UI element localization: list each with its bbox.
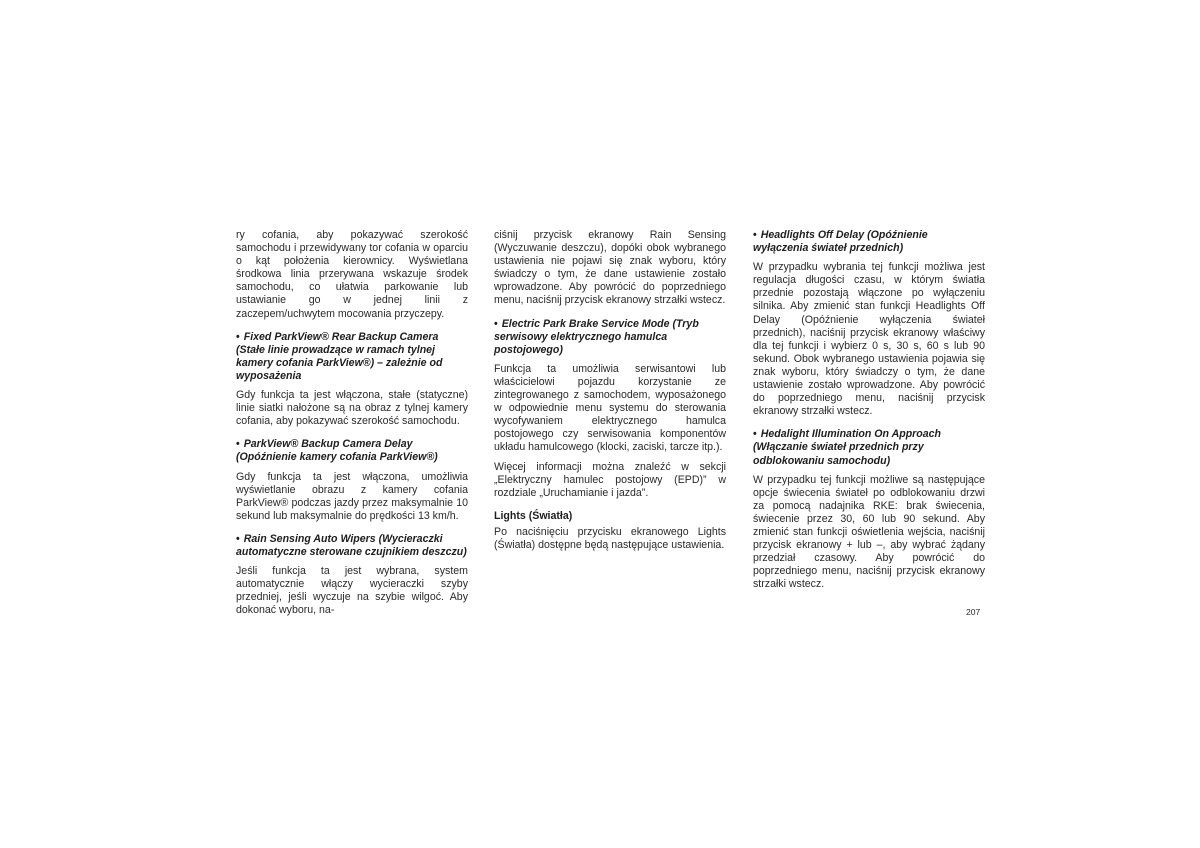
paragraph: Jeśli funkcja ta jest wybrana, system automatycznie włączy wycieraczki szyby przedniej, jeśli wyczuje na szybie wilgoć. Aby dokonać wyboru, na- [236,565,468,617]
section-heading [494,318,726,357]
paragraph: W przypadku tej funkcji możliwe są następujące opcje świecenia świateł po odblokowaniu drzwi za pomocą nadajnika RKE: brak świecenia, świecenie przez 30, 60 lub 90 sekund. Aby zmienić stan funkcji oświetlenia wejścia, naciśnij przycisk ekranowy + lub –, aby wybrać żądany przedział czasowy. Aby powrócić do poprzedniego menu, naciśnij przycisk ekranowy strzałki wstecz. [753,473,985,591]
paragraph: ciśnij przycisk ekranowy Rain Sensing (Wyczuwanie deszczu), dopóki obok wybranego ustawienia nie pojawi się znak wyboru, który świadczy o tym, że dane ustawienie zostało wprowadzone. Aby powrócić do poprzedniego menu, naciśnij przycisk ekranowy strzałki wstecz. [494,229,726,307]
paragraph: Gdy funkcja ta jest włączona, stałe (statyczne) linie siatki nałożone są na obraz z tylnej kamery cofania, aby pokazywać szerokość samochodu. [236,389,468,428]
paragraph: Więcej informacji można znaleźć w sekcji „Elektryczny hamulec postojowy (EPD)” w rozdziale „Uruchamianie i jazda”. [494,460,726,499]
section-heading [236,331,468,383]
paragraph: W przypadku wybrania tej funkcji możliwa jest regulacja długości czasu, w którym światła przednie pozostają włączone po wyłączeniu silnika. Aby zmienić stan funkcji Headlights Off Delay (Opóźnienie wyłączenia świateł przednich), naciśnij przycisk ekranowy właściwy dla tej funkcji i wybierz 0 s, 30 s, 60 s lub 90 sekund. Obok wybranego ustawienia pojawia się znak wyboru, który świadczy o tym, że dane ustawienie zostało wprowadzone. Aby powrócić do poprzedniego menu, naciśnij przycisk ekranowy strzałki wstecz. [753,261,985,418]
paragraph: Gdy funkcja ta jest włączona, umożliwia wyświetlanie obrazu z kamery cofania ParkView® podczas jazdy przez maksymalnie 10 sekund lub maksymalnie do prędkości 13 km/h. [236,470,468,522]
heading-text: ParkView® Backup Camera Delay (Opóźnienie kamery cofania ParkView®) [236,438,438,464]
column-left [236,229,468,617]
bullet-icon: • [753,428,757,441]
bullet-icon: • [753,229,757,241]
page-number: 207 [966,607,981,617]
section-heading [236,533,468,559]
bullet-icon: • [494,317,498,330]
paragraph: Po naciśnięciu przycisku ekranowego Lights (Światła) dostępne będą następujące ustawienia. [494,525,726,551]
heading-text: Fixed ParkView® Rear Backup Camera (Stałe linie prowadzące w ramach tylnej kamery cofania ParkView®) – zależnie od wyposażenia [236,330,443,382]
subsection-heading: Lights (Światła) [494,509,573,522]
bullet-icon: • [236,330,240,343]
bullet-icon: • [236,438,240,451]
paragraph: Funkcja ta umożliwia serwisantowi lub właścicielowi pojazdu korzystanie ze zintegrowanego z samochodem, wyposażonego w odpowiednie menu systemu do sterowania wycofywaniem elektrycznego hamulca postojowego czy serwisowania komponentów układu hamulcowego (klocki, zaciski, tarcze itp.). [494,362,726,454]
bullet-icon: • [236,532,240,545]
column-right [753,229,985,591]
section-heading [753,428,985,467]
heading-text: Electric Park Brake Service Mode (Tryb serwisowy elektrycznego hamulca postojowego) [494,317,699,356]
column-middle [494,229,726,552]
section-heading [753,229,985,255]
paragraph: ry cofania, aby pokazywać szerokość samochodu i przewidywany tor cofania w oparciu o kąt położenia kierownicy. Wyświetlana środkowa linia przerywana wskazuje środek samochodu, co ułatwia parkowanie lub ustawianie go w jednej linii z zaczepem/uchwytem mocowania przyczepy. [236,229,468,320]
section-heading [236,438,468,464]
heading-text: Rain Sensing Auto Wipers (Wycieraczki automatyczne sterowane czujnikiem deszczu) [236,532,467,558]
heading-text: Hedalight Illumination On Approach (Włączanie świateł przednich przy odblokowaniu samochodu) [753,428,942,467]
heading-text: Headlights Off Delay (Opóźnienie wyłączenia świateł przednich) [753,229,928,255]
